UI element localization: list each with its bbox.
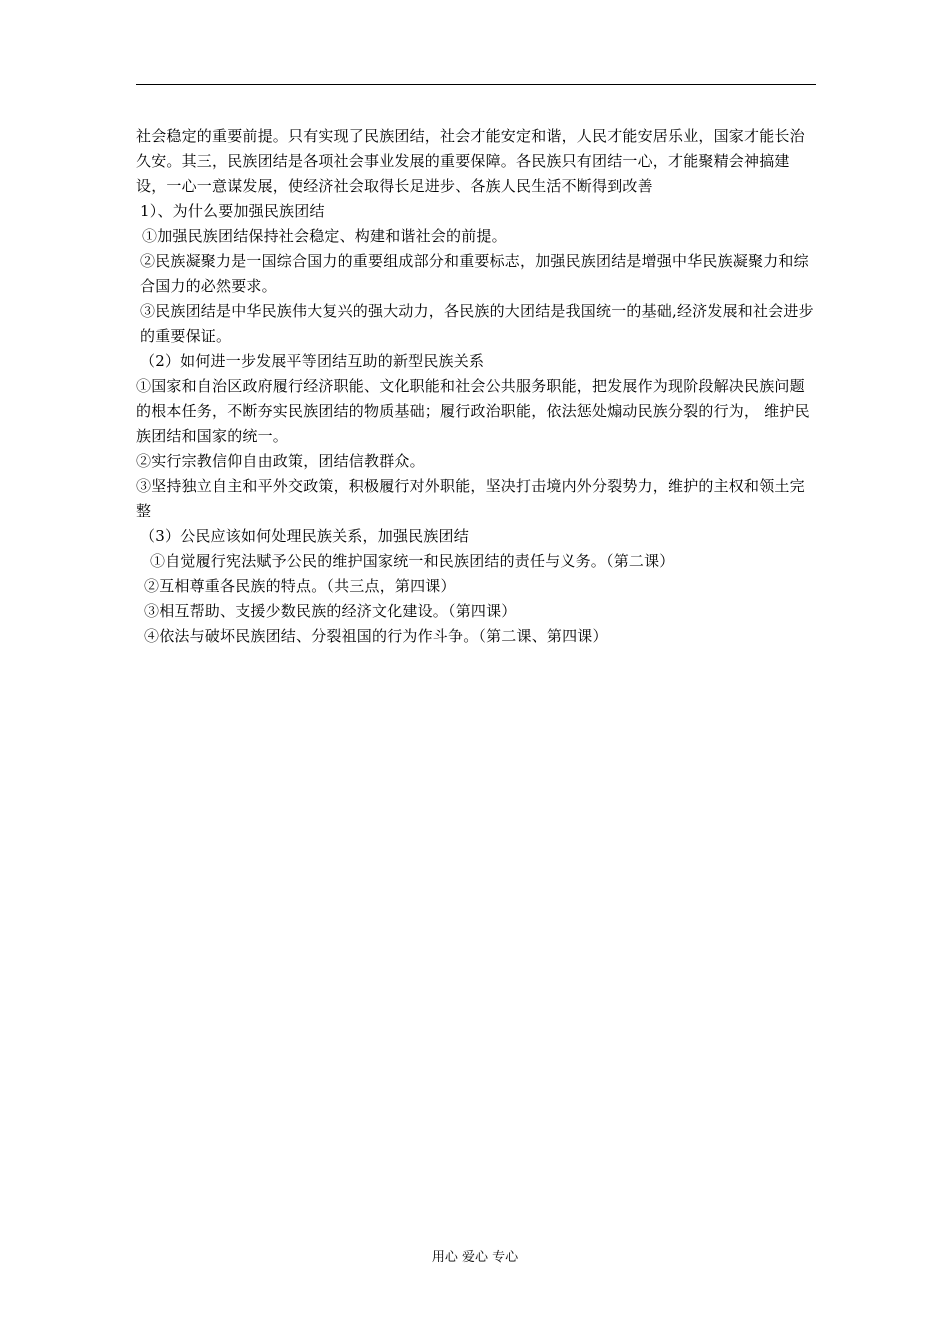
list-item: ③坚持独立自主和平外交政策，积极履行对外职能，坚决打击境内外分裂势力，维护的主权和领土完整 <box>136 477 805 520</box>
list-item: ①自觉履行宪法赋予公民的维护国家统一和民族团结的责任与义务。（第二课） <box>150 552 675 570</box>
list-item: ②民族凝聚力是一国综合国力的重要组成部分和重要标志，加强民族团结是增强中华民族凝聚力和综合国力的必然要求。 <box>140 252 809 295</box>
list-item: ②互相尊重各民族的特点。（共三点，第四课） <box>144 577 456 595</box>
list-item: ①加强民族团结保持社会稳定、构建和谐社会的前提。 <box>142 227 507 245</box>
list-item: ③相互帮助、支援少数民族的经济文化建设。（第四课） <box>144 602 517 620</box>
page-footer: 用心 爱心 专心 <box>431 1250 519 1265</box>
header-rule <box>136 84 816 85</box>
section-heading-1: 1）、为什么要加强民族团结 <box>140 202 325 220</box>
document-body <box>136 124 818 649</box>
section-heading-3: （3）公民应该如何处理民族关系，加强民族团结 <box>140 527 469 545</box>
list-item: ④依法与破坏民族团结、分裂祖国的行为作斗争。（第二课、第四课） <box>144 627 608 645</box>
section-heading-2: （2）如何进一步发展平等团结互助的新型民族关系 <box>140 352 485 370</box>
list-item: ②实行宗教信仰自由政策，团结信教群众。 <box>136 452 425 470</box>
list-item: ①国家和自治区政府履行经济职能、文化职能和社会公共服务职能，把发展作为现阶段解决民族问题的根本任务，不断夯实民族团结的物质基础；履行政治职能，依法惩处煽动民族分裂的行为， 维护民族团结和国家的统一。 <box>136 377 810 445</box>
body-paragraph: 社会稳定的重要前提。只有实现了民族团结，社会才能安定和谐，人民才能安居乐业，国家才能长治久安。其三，民族团结是各项社会事业发展的重要保障。各民族只有团结一心，才能聚精会神搞建设，一心一意谋发展，使经济社会取得长足进步、各族人民生活不断得到改善 <box>136 127 805 195</box>
list-item: ③民族团结是中华民族伟大复兴的强大动力，各民族的大团结是我国统一的基础,经济发展和社会进步的重要保证。 <box>140 302 814 345</box>
